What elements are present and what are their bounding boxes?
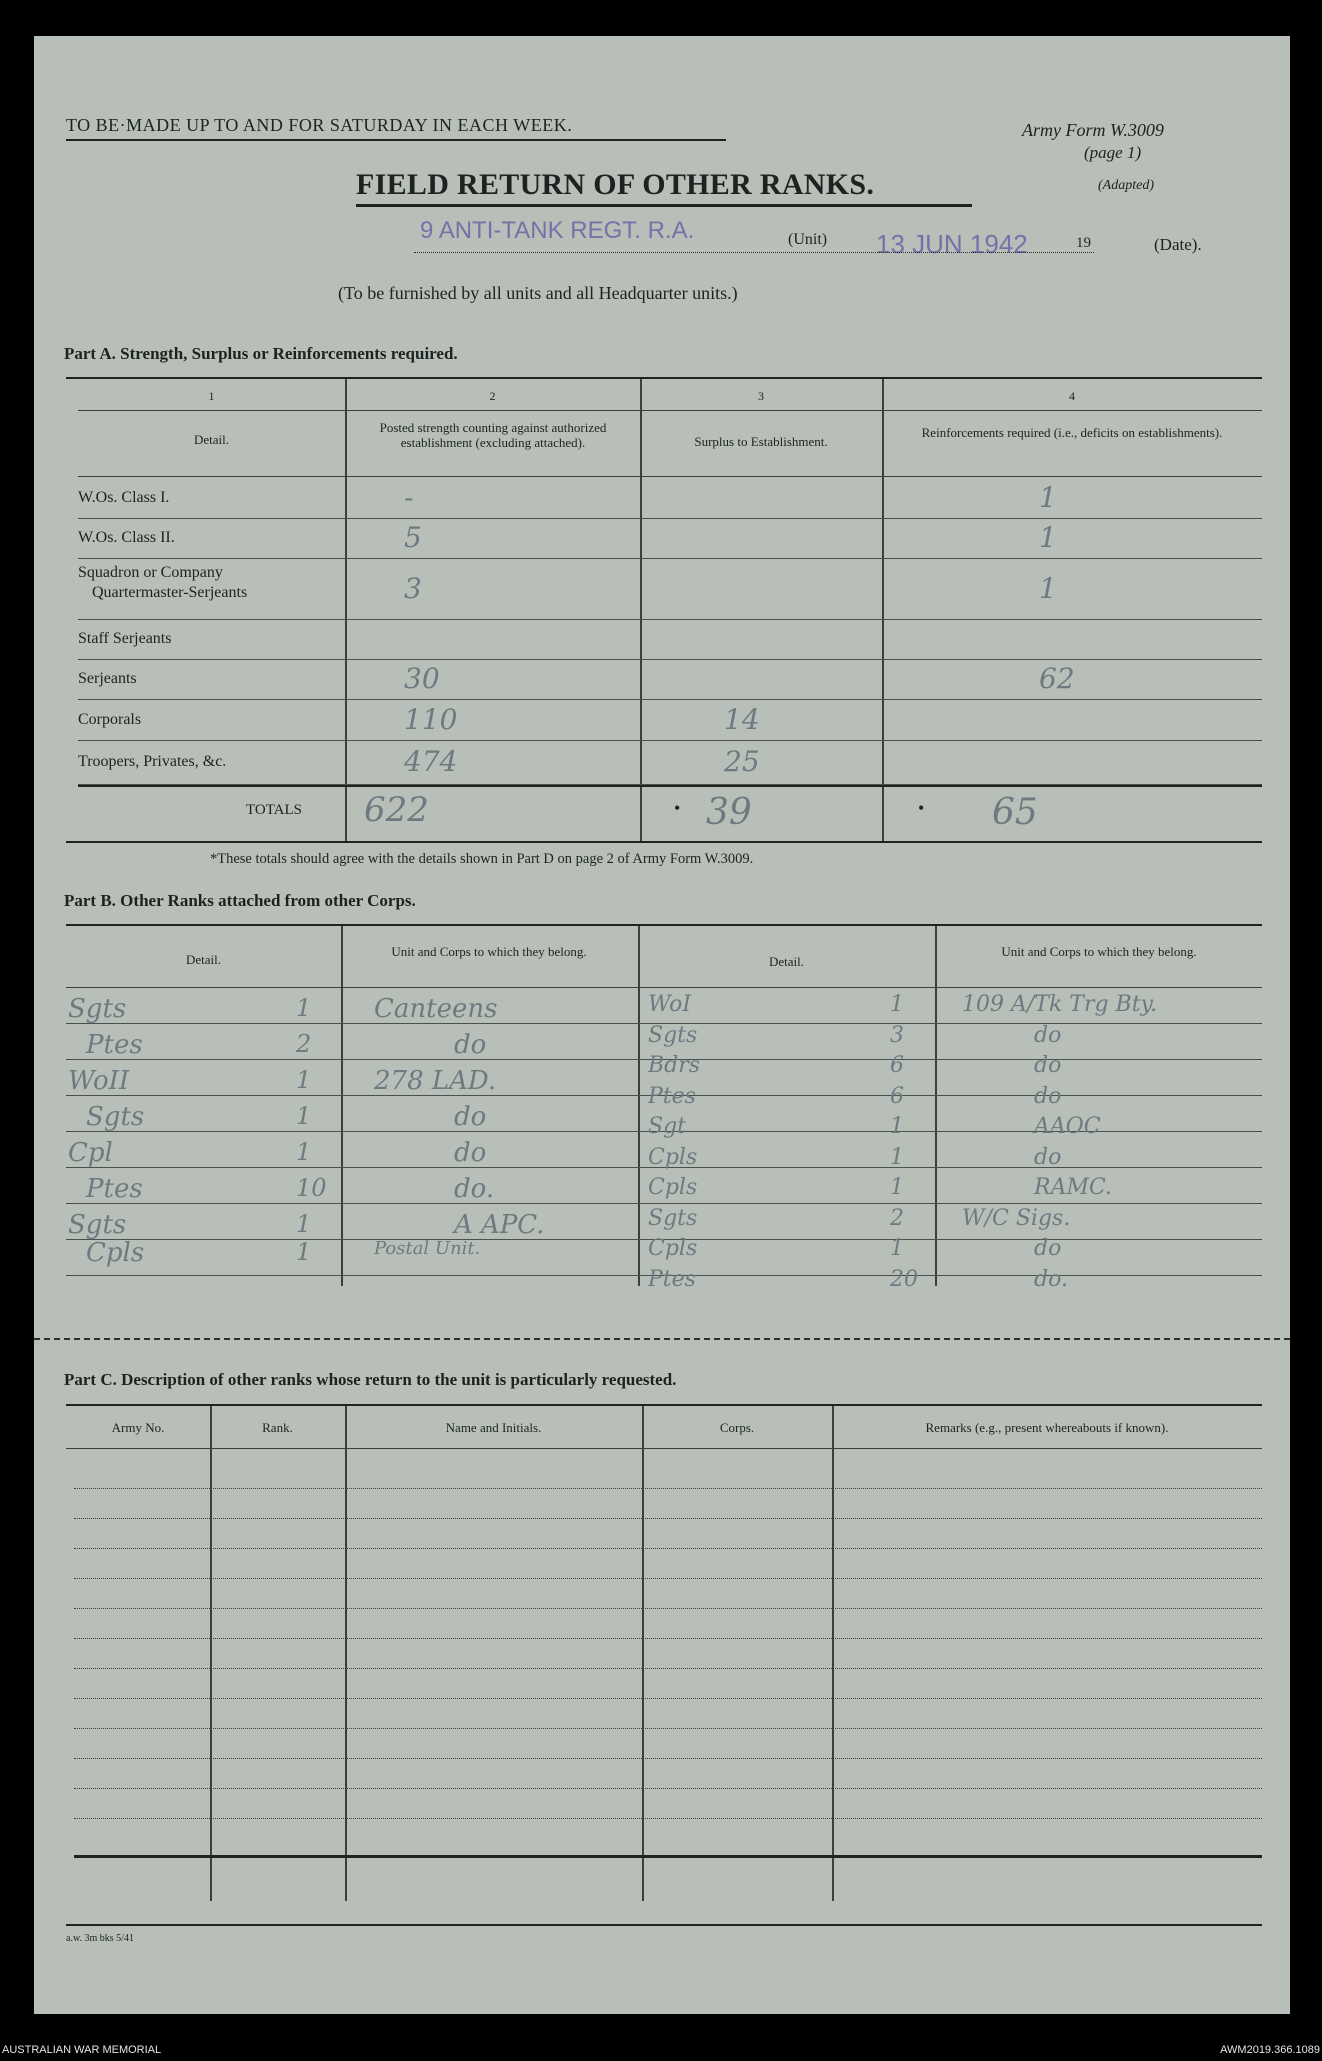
part-b-left-num: 1 [296,1210,312,1238]
footer-right: AWM2019.366.1089 [1220,2044,1320,2056]
part-c-row-line [74,1608,1262,1609]
part-c-col-divider-3 [642,1406,644,1901]
part-a-col-number-4: 4 [1069,389,1075,403]
part-a-row-detail-line2: Quartermaster-Serjeants [92,584,248,601]
part-a-row-reinf: 1 [1039,521,1057,554]
part-b-left-unit: A APC. [454,1210,545,1240]
part-b-right-unit: AAOC [1034,1114,1101,1139]
part-b-right-num: 1 [890,992,904,1017]
part-b-right-num: 20 [890,1266,918,1292]
part-b-left-unit: 278 LAD. [374,1066,497,1096]
part-b-right-rank: Cpls [648,1175,698,1200]
part-b-head-unit-right: Unit and Corps to which they belong. [1001,944,1197,959]
part-b-left-unit: do. [454,1174,495,1204]
part-a-totals-rule [78,785,1262,787]
part-b-left-rank: WoII [68,1066,130,1096]
part-a-col-divider-1 [345,379,347,841]
part-b-dashed-separator [34,1338,1290,1340]
part-b-right-unit: do [1034,1236,1062,1261]
unit-stamp: 9 ANTI-TANK REGT. R.A. [420,217,695,244]
part-c-col-divider-2 [345,1406,347,1901]
instruction-underline [66,139,726,141]
part-c-row-line [74,1518,1262,1519]
part-b-left-rank: Cpls [86,1238,145,1268]
part-a-row-rule [78,518,1262,519]
page-number: (page 1) [1084,143,1142,162]
part-a-head-reinf: Reinforcements required (i.e., deficits on establishments). [921,425,1223,440]
part-c-row-line [74,1488,1262,1489]
part-a-number-rule [78,410,1262,411]
part-b-head-detail-right: Detail. [768,954,804,969]
part-b-left-num: 1 [296,1238,312,1266]
part-b-col-divider-3 [935,926,937,1286]
date-label: (Date). [1154,235,1202,254]
part-c-head-rule [66,1448,1262,1449]
part-a-row-surplus: 14 [724,702,760,736]
part-a-row-detail: Staff Serjeants [78,630,172,647]
part-a-row-rule [78,619,1262,620]
part-b-right-num: 1 [890,1236,904,1261]
part-b-col-divider-2 [638,926,640,1286]
part-a-row-rule [78,558,1262,559]
part-c-head-corps: Corps. [719,1420,755,1435]
part-a-head-rule [78,476,1262,477]
part-a-row-reinf: 62 [1039,662,1075,695]
part-b-left-rank: Sgts [86,1102,145,1132]
instruction-line: TO BE·MADE UP TO AND FOR SATURDAY IN EACH WEEK. [66,115,573,135]
part-a-row-surplus: 25 [724,745,760,778]
part-b-col-divider-1 [341,926,343,1286]
part-a-row-detail: W.Os. Class I. [78,489,170,506]
part-b-left-rank: Cpl [68,1138,113,1168]
part-a-row-reinf: 1 [1039,481,1057,514]
part-b-right-unit: do [1034,1022,1062,1048]
date-stamp: 13 JUN 1942 [876,229,1028,259]
adapted-label: (Adapted) [1098,178,1154,193]
total-surplus-bullet: • [674,798,681,818]
part-a-row-posted: - [404,481,414,514]
part-a-col-number-3: 3 [758,389,764,403]
part-c-row-line [74,1668,1262,1669]
part-b-right-unit: do [1034,1144,1062,1170]
part-a-col-number-1: 1 [208,389,215,403]
part-b-right-num: 1 [890,1175,904,1200]
part-b-right-rank: Sgts [648,1022,698,1048]
part-b-left-num: 1 [296,1066,312,1094]
part-b-right-rank: WoI [648,992,692,1017]
print-code: a.w. 3m bks 5/41 [66,1933,134,1944]
part-c-row-line [74,1758,1262,1759]
part-b-row-rule [66,1203,1262,1204]
form-title: FIELD RETURN OF OTHER RANKS. [356,168,875,201]
part-b-left-unit: Postal Unit. [374,1238,481,1259]
part-b-right-unit: do. [1034,1266,1068,1292]
footer-left: AUSTRALIAN WAR MEMORIAL [2,2044,162,2056]
part-a-bottom-rule [66,841,1262,843]
part-c-total-rule [74,1855,1262,1858]
unit-label: (Unit) [788,231,828,248]
part-c-head-remarks: Remarks (e.g., present whereabouts if known). [925,1420,1169,1435]
part-a-row-rule [78,659,1262,660]
part-a-head-posted: Posted strength counting against authorized establishment (excluding attached). [379,420,607,450]
part-c-head-rank: Rank. [262,1420,293,1435]
part-b-right-rank: Sgt [648,1114,686,1139]
part-b-right-rank: Sgts [648,1205,698,1231]
unit-dotted-line [414,252,1094,253]
part-c-title: Part C. Description of other ranks whose return to the unit is particularly requested. [64,1370,677,1389]
part-b-right-rank: Cpls [648,1236,698,1261]
part-b-left-num: 2 [296,1030,312,1058]
part-b-right-num: 6 [890,1083,904,1109]
totals-label: TOTALS [246,802,303,818]
part-c-row-line [74,1818,1262,1819]
part-a-row-posted: 30 [404,662,440,695]
part-b-left-rank: Ptes [86,1030,143,1060]
total-reinf: 65 [992,792,1038,833]
part-b-title: Part B. Other Ranks attached from other Corps. [64,891,416,910]
part-a-row-rule [78,740,1262,741]
part-c-top-rule [66,1404,1262,1406]
part-b-left-num: 1 [296,994,312,1022]
part-a-row-posted: 474 [404,745,458,778]
part-b-left-num: 1 [296,1138,312,1166]
part-a-row-detail: Troopers, Privates, &c. [78,753,227,770]
part-b-right-unit: 109 A/Tk Trg Bty. [962,992,1158,1017]
part-b-right-unit: RAMC. [1034,1175,1113,1200]
part-b-left-unit: do [454,1138,487,1168]
part-a-row-reinf: 1 [1039,571,1057,605]
part-b-right-rank: Cpls [648,1144,698,1170]
part-c-col-divider-1 [210,1406,212,1901]
part-c-head-army-no: Army No. [111,1420,165,1435]
part-c-row-line [74,1578,1262,1579]
part-a-col-divider-3 [882,379,884,841]
part-a-row-detail: Squadron or Company [78,564,223,581]
year-prefix: 19 [1076,235,1091,251]
part-a-row-detail: W.Os. Class II. [78,529,175,546]
part-b-right-num: 3 [890,1022,904,1048]
part-b-right-num: 2 [890,1205,904,1231]
part-a-title: Part A. Strength, Surplus or Reinforcements required. [64,344,458,363]
part-b-left-num: 10 [296,1174,327,1202]
part-b-right-unit: do [1034,1083,1062,1109]
form-subtitle: (To be furnished by all units and all Headquarter units.) [338,283,738,303]
part-b-left-unit: Canteens [374,994,498,1024]
part-a-head-detail: Detail. [193,432,229,447]
part-b-head-rule [66,987,1262,988]
part-b-left-rank: Sgts [68,1210,127,1240]
part-c-bottom-rule [66,1924,1262,1926]
part-b-left-num: 1 [296,1102,312,1130]
part-a-row-rule [78,699,1262,700]
part-a-row-posted: 3 [404,571,422,605]
part-b-left-rank: Sgts [68,994,127,1024]
part-b-head-unit-left: Unit and Corps to which they belong. [391,944,587,959]
part-b-right-rank: Bdrs [648,1053,701,1078]
part-a-note: *These totals should agree with the details shown in Part D on page 2 of Army Form W.3009. [210,851,754,867]
part-a-row-posted: 110 [404,702,458,736]
part-b-left-unit: do [454,1102,487,1132]
part-b-head-detail-left: Detail. [185,952,221,967]
form-sheet [34,36,1290,2014]
part-b-left-rank: Ptes [86,1174,143,1204]
part-b-top-rule [66,924,1262,926]
part-c-row-line [74,1788,1262,1789]
part-c-row-line [74,1548,1262,1549]
part-a-head-surplus: Surplus to Establishment. [694,434,828,449]
part-c-row-line [74,1638,1262,1639]
total-reinf-bullet: • [918,798,925,818]
part-b-right-num: 1 [890,1114,904,1139]
title-underline [356,204,972,207]
part-b-right-num: 1 [890,1144,904,1170]
total-surplus: 39 [706,792,752,833]
army-form-number: Army Form W.3009 [1022,120,1164,140]
part-b-right-unit: do [1034,1053,1062,1078]
part-b-right-unit: W/C Sigs. [962,1205,1071,1231]
part-a-row-detail: Serjeants [78,670,137,687]
part-a-row-posted: 5 [404,521,422,554]
part-b-right-rank: Ptes [648,1083,696,1109]
part-a-top-rule [66,377,1262,379]
part-a-row-detail: Corporals [78,710,142,728]
part-b-right-rank: Ptes [648,1266,696,1292]
part-c-row-line [74,1728,1262,1729]
part-b-right-num: 6 [890,1053,904,1078]
total-posted: 622 [364,790,429,830]
part-a-col-number-2: 2 [489,389,496,403]
part-b-left-unit: do [454,1030,487,1060]
part-c-col-divider-4 [832,1406,834,1901]
part-c-row-line [74,1698,1262,1699]
part-c-head-name: Name and Initials. [445,1420,542,1435]
